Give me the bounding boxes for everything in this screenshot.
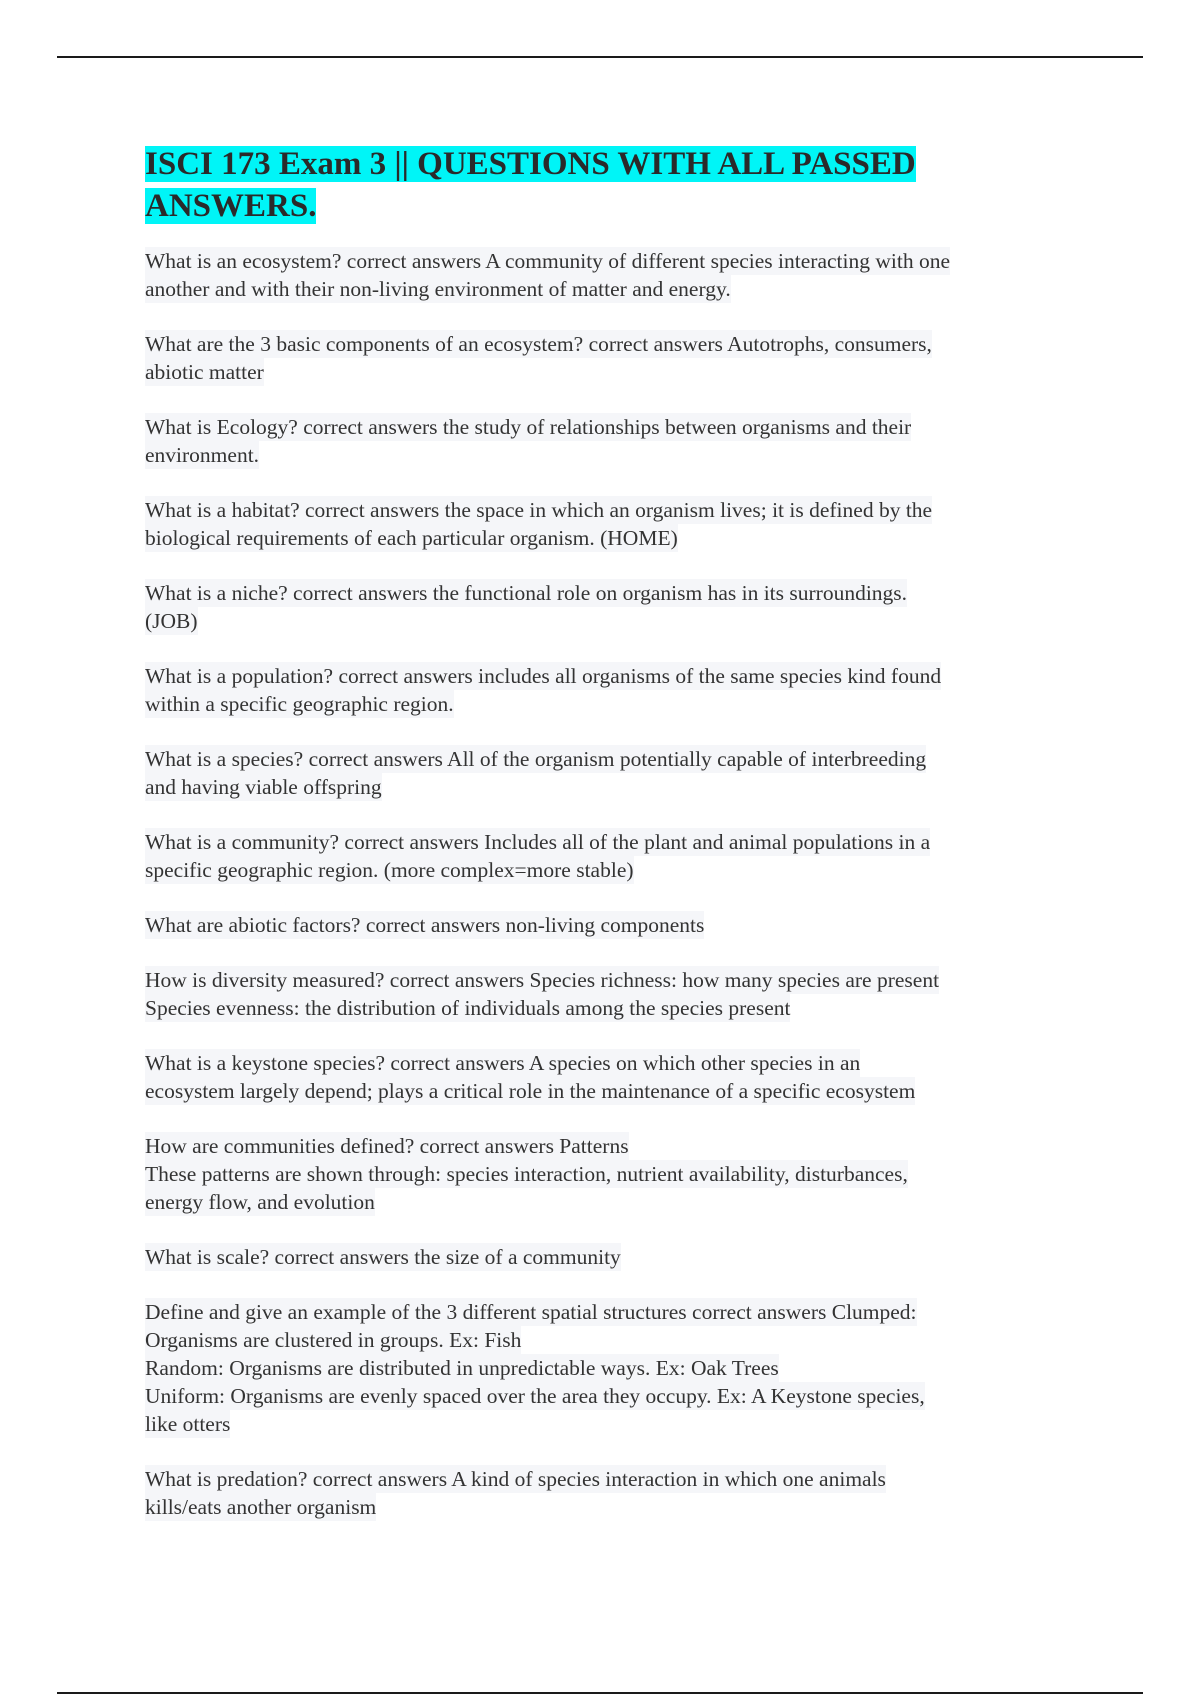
bottom-rule bbox=[57, 1692, 1143, 1694]
qa-list bbox=[145, 247, 1065, 1521]
document-body bbox=[145, 143, 1065, 1548]
qa-line: What is scale? correct answers the size of a community bbox=[145, 1245, 621, 1269]
qa-entry bbox=[145, 1049, 1065, 1105]
qa-line: specific geographic region. (more complex=more stable) bbox=[145, 858, 634, 882]
qa-line: abiotic matter bbox=[145, 360, 264, 384]
qa-line: like otters bbox=[145, 1412, 231, 1436]
qa-line: What are the 3 basic components of an ecosystem? correct answers Autotrophs, consumers, bbox=[145, 332, 932, 356]
qa-line: How is diversity measured? correct answers Species richness: how many species are present bbox=[145, 968, 940, 992]
qa-line: These patterns are shown through: species interaction, nutrient availability, disturbances, bbox=[145, 1162, 908, 1186]
qa-entry bbox=[145, 1465, 1065, 1521]
qa-entry bbox=[145, 413, 1065, 469]
qa-entry bbox=[145, 662, 1065, 718]
qa-line: What is Ecology? correct answers the study of relationships between organisms and their bbox=[145, 415, 912, 439]
qa-line: Organisms are clustered in groups. Ex: Fish bbox=[145, 1328, 522, 1352]
qa-line: Define and give an example of the 3 different spatial structures correct answers Clumped: bbox=[145, 1300, 917, 1324]
qa-line: Species evenness: the distribution of individuals among the species present bbox=[145, 996, 791, 1020]
qa-line: What is a keystone species? correct answers A species on which other species in an bbox=[145, 1051, 861, 1075]
qa-line: kills/eats another organism bbox=[145, 1495, 377, 1519]
qa-line: ecosystem largely depend; plays a critical role in the maintenance of a specific ecosystem bbox=[145, 1079, 916, 1103]
qa-line: and having viable offspring bbox=[145, 775, 382, 799]
qa-line: another and with their non-living environment of matter and energy. bbox=[145, 277, 731, 301]
qa-entry bbox=[145, 330, 1065, 386]
qa-line: energy flow, and evolution bbox=[145, 1190, 375, 1214]
document-title bbox=[145, 143, 1065, 227]
qa-line: What is a species? correct answers All of the organism potentially capable of interbreeding bbox=[145, 747, 927, 771]
qa-line: Random: Organisms are distributed in unpredictable ways. Ex: Oak Trees bbox=[145, 1356, 779, 1380]
qa-entry bbox=[145, 911, 1065, 939]
qa-line: (JOB) bbox=[145, 609, 198, 633]
qa-line: environment. bbox=[145, 443, 260, 467]
qa-line: What is an ecosystem? correct answers A community of different species interacting with one bbox=[145, 249, 951, 273]
qa-entry bbox=[145, 1243, 1065, 1271]
qa-line: Uniform: Organisms are evenly spaced over the area they occupy. Ex: A Keystone species, bbox=[145, 1384, 925, 1408]
top-rule bbox=[57, 56, 1143, 58]
qa-line: biological requirements of each particular organism. (HOME) bbox=[145, 526, 678, 550]
qa-entry bbox=[145, 1132, 1065, 1216]
qa-entry bbox=[145, 745, 1065, 801]
qa-line: What is a community? correct answers Includes all of the plant and animal populations in a bbox=[145, 830, 931, 854]
qa-entry bbox=[145, 828, 1065, 884]
qa-line: How are communities defined? correct answers Patterns bbox=[145, 1134, 629, 1158]
qa-line: What is a niche? correct answers the functional role on organism has in its surroundings. bbox=[145, 581, 908, 605]
qa-line: What is predation? correct answers A kind of species interaction in which one animals bbox=[145, 1467, 886, 1491]
qa-line: What is a habitat? correct answers the space in which an organism lives; it is defined by the bbox=[145, 498, 933, 522]
qa-entry bbox=[145, 1298, 1065, 1438]
qa-entry bbox=[145, 496, 1065, 552]
qa-entry bbox=[145, 579, 1065, 635]
qa-line: within a specific geographic region. bbox=[145, 692, 454, 716]
qa-line: What are abiotic factors? correct answers non-living components bbox=[145, 913, 705, 937]
qa-entry bbox=[145, 966, 1065, 1022]
title-highlight: ISCI 173 Exam 3 || QUESTIONS WITH ALL PASSED ANSWERS. bbox=[145, 146, 916, 224]
qa-line: What is a population? correct answers includes all organisms of the same species kind found bbox=[145, 664, 942, 688]
qa-entry bbox=[145, 247, 1065, 303]
